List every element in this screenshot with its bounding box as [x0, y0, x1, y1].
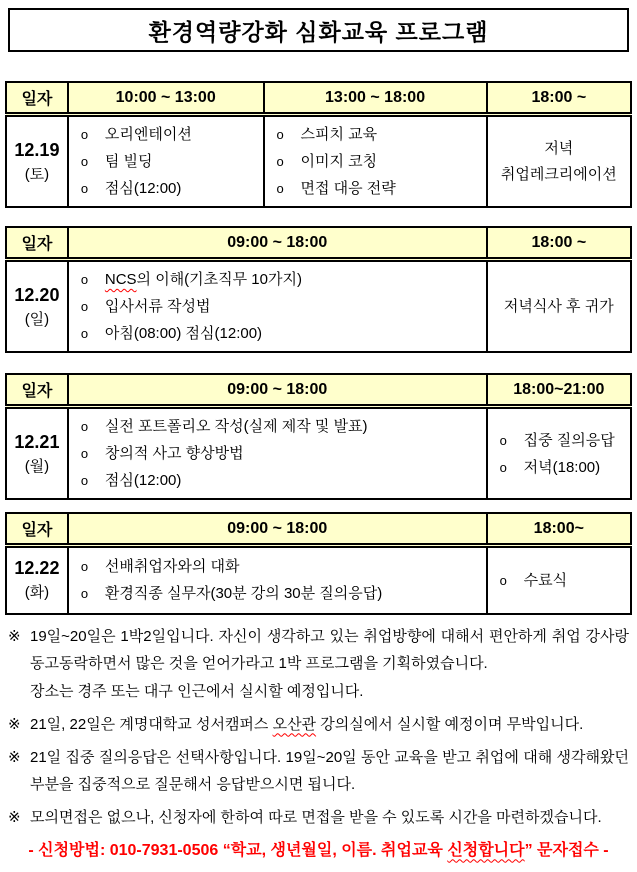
date-label: 12.22 [14, 558, 60, 579]
schedule-cell [487, 260, 631, 353]
schedule-cell [68, 115, 264, 208]
schedule-item-text [105, 553, 240, 580]
schedule-item [81, 467, 480, 494]
schedule-item-text [105, 440, 244, 467]
column-header: 09:00 ~ 18:00 [68, 227, 487, 260]
bullet-icon: o [80, 446, 89, 461]
date-label: 12.20 [14, 284, 60, 305]
column-header: 일자 [6, 82, 68, 115]
column-header: 09:00 ~ 18:00 [68, 513, 487, 546]
text-segment: 저녁(18:00) [523, 458, 601, 476]
notes-section [5, 623, 632, 831]
schedule-cell [68, 546, 487, 614]
schedule-item-text [301, 121, 378, 148]
schedule-cell [487, 407, 631, 500]
schedule-item-text [105, 413, 368, 440]
cell-line [491, 136, 627, 162]
text-segment: 모의면접은 없으나, 신청자에 한하여 따로 면접을 받을 수 있도록 시간을 마련하겠습니다. [30, 808, 602, 826]
text-segment: 장소는 경주 또는 대구 인근에서 실시할 예정입니다. [30, 682, 364, 700]
bullet-icon: o [80, 326, 89, 341]
column-header: 18:00 ~ [487, 82, 631, 115]
text-segment: 점심(12:00) [104, 472, 182, 489]
text-segment: 저녁 [544, 139, 574, 157]
column-header: 일자 [6, 227, 68, 260]
schedule-item [81, 320, 480, 347]
text-segment: - 신청방법: [28, 841, 110, 859]
weekday-label: (월) [24, 457, 50, 475]
column-header: 10:00 ~ 13:00 [68, 82, 264, 115]
note-text [30, 628, 629, 672]
text-segment: 창의적 사고 향상방법 [104, 445, 244, 462]
schedule-cell [487, 546, 631, 614]
note-marker: ※ [8, 627, 21, 645]
text-segment: 21일, 22일은 계명대학교 성서캠퍼스 [30, 715, 273, 733]
document-title: 환경역량강화 심화교육 프로그램 [148, 18, 489, 45]
schedule-item [500, 567, 624, 594]
column-header: 18:00~21:00 [487, 374, 631, 407]
schedule-item [277, 121, 480, 148]
schedule-tables [5, 81, 632, 615]
note-marker: ※ [8, 715, 21, 733]
schedule-table-12-21 [5, 373, 632, 500]
text-segment: 면접 대응 전략 [300, 180, 396, 197]
note-marker: ※ [8, 808, 21, 826]
text-segment: 21일 집중 질의응답은 선택사항입니다. 19일~20일 동안 교육을 받고 취업에 대해 생각해왔던 부분을 집중적으로 질문해서 응답받으시면 됩니다. [30, 748, 629, 793]
bullet-icon: o [80, 419, 89, 434]
schedule-table-12-20 [5, 226, 632, 353]
schedule-item-text [524, 427, 615, 454]
weekday-label: (토) [24, 165, 50, 183]
date-cell [6, 546, 68, 614]
cell-line [491, 162, 627, 188]
text-segment: 스피치 교육 [300, 126, 378, 143]
text-segment: 수료식 [523, 571, 568, 589]
date-cell [6, 260, 68, 353]
bullet-icon: o [276, 181, 284, 196]
schedule-item [277, 175, 480, 202]
note-text [30, 716, 583, 733]
schedule-item-text [301, 148, 378, 175]
schedule-item-text [105, 467, 182, 494]
schedule-item-text [524, 454, 601, 481]
schedule-cell [264, 115, 487, 208]
spellcheck-word: 오산관 [272, 715, 317, 733]
column-header: 13:00 ~ 18:00 [264, 82, 487, 115]
application-method-line [5, 837, 632, 864]
spellcheck-word: NCS [104, 271, 137, 288]
bullet-icon: o [499, 572, 507, 588]
schedule-item [81, 266, 480, 293]
schedule-item [81, 580, 480, 607]
text-segment: 19일~20일은 1박2일입니다. 자신이 생각하고 있는 취업방향에 대해서 편안하게 취업 강사랑 동고동락하면서 많은 것을 얻어가라고 1박 프로그램을 기획하였습니다. [30, 627, 629, 672]
bullet-icon: o [276, 127, 284, 142]
bullet-icon: o [80, 181, 89, 196]
bullet-icon: o [80, 272, 89, 287]
cell-line [491, 294, 627, 320]
schedule-item-text [105, 580, 382, 607]
schedule-item [500, 454, 624, 481]
bullet-icon: o [80, 154, 89, 169]
text-segment: 실전 포트폴리오 작성(실제 제작 및 발표) [104, 418, 368, 435]
column-header: 18:00~ [487, 513, 631, 546]
phone-number: 010-7931-0506 [109, 841, 219, 859]
note-text [30, 809, 602, 826]
column-header: 09:00 ~ 18:00 [68, 374, 487, 407]
schedule-item [81, 175, 257, 202]
weekday-label: (일) [24, 310, 50, 328]
note-marker: ※ [8, 748, 21, 766]
title-box [8, 8, 629, 52]
note-item [8, 623, 629, 677]
date-label: 12.19 [14, 139, 60, 160]
schedule-cell [487, 115, 631, 208]
schedule-item-text [105, 320, 262, 347]
text-segment: 이미지 코칭 [300, 153, 378, 170]
text-segment: 의 이해(기초직무 10가지) [136, 271, 302, 288]
column-header: 18:00 ~ [487, 227, 631, 260]
schedule-item [81, 440, 480, 467]
text-segment: 환경직종 실무자(30분 강의 30분 질의응답) [104, 585, 383, 603]
schedule-item [277, 148, 480, 175]
schedule-cell [68, 260, 487, 353]
schedule-cell [68, 407, 487, 500]
text-segment: 아침(08:00) 점심(12:00) [104, 325, 263, 342]
bullet-icon: o [499, 432, 507, 448]
schedule-item [81, 293, 480, 320]
bullet-icon: o [80, 127, 89, 142]
schedule-table-12-19 [5, 81, 632, 208]
schedule-table-12-22 [5, 512, 632, 615]
date-cell [6, 115, 68, 208]
schedule-item-text [105, 293, 211, 320]
column-header: 일자 [6, 374, 68, 407]
column-header: 일자 [6, 513, 68, 546]
text-segment: 점심(12:00) [104, 180, 182, 197]
text-segment: 취업레크리에이션 [500, 165, 617, 183]
text-segment: 강의실에서 실시할 예정이며 무박입니다. [316, 715, 584, 733]
text-segment: 팀 빌딩 [104, 153, 153, 170]
note-item [8, 744, 629, 798]
note-item [8, 804, 629, 831]
text-segment: 오리엔테이션 [104, 126, 192, 143]
date-cell [6, 407, 68, 500]
bullet-icon: o [499, 459, 507, 475]
note-item [8, 711, 629, 738]
date-label: 12.21 [14, 431, 60, 452]
bullet-icon: o [276, 154, 284, 169]
text-segment: 입사서류 작성법 [104, 298, 211, 315]
bullet-icon: o [80, 473, 89, 488]
weekday-label: (화) [24, 584, 50, 602]
schedule-item-text [105, 148, 153, 175]
schedule-item-text [524, 567, 567, 594]
text-segment: “학교, 생년월일, 이름. 취업교육 [218, 841, 448, 859]
schedule-item [500, 427, 624, 454]
schedule-item [81, 553, 480, 580]
schedule-item-text [105, 266, 302, 293]
schedule-item [81, 148, 257, 175]
text-segment: 집중 질의응답 [523, 431, 615, 449]
spellcheck-word: 신청합니다 [447, 841, 525, 859]
note-item [8, 678, 629, 705]
text-segment: 선배취업자와의 대화 [104, 558, 240, 576]
bullet-icon: o [80, 559, 89, 575]
schedule-item [81, 121, 257, 148]
note-text [30, 749, 629, 793]
schedule-item [81, 413, 480, 440]
text-segment: ” 문자접수 - [524, 841, 609, 859]
schedule-item-text [105, 175, 182, 202]
text-segment: 저녁식사 후 귀가 [503, 297, 614, 315]
note-text [30, 683, 363, 700]
bullet-icon: o [80, 586, 89, 602]
bullet-icon: o [80, 299, 89, 314]
schedule-item-text [301, 175, 396, 202]
schedule-item-text [105, 121, 192, 148]
